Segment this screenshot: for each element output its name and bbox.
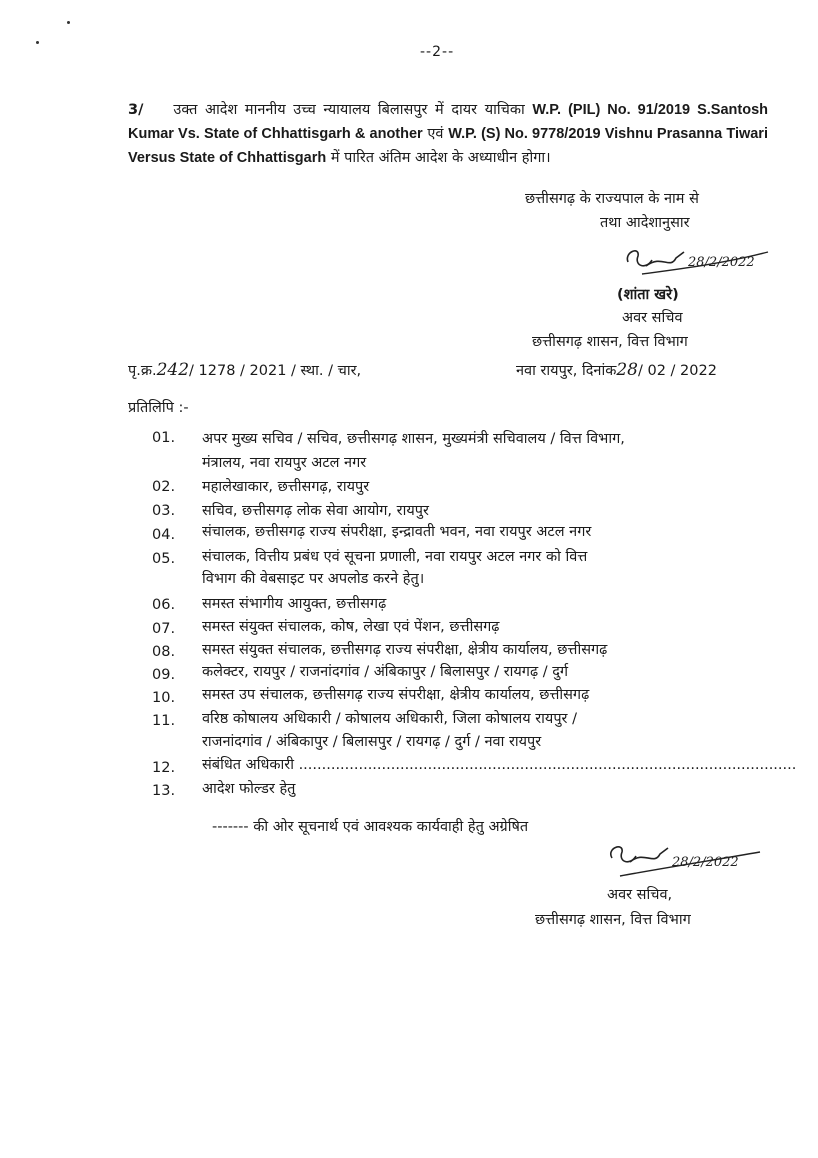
signature-scribble (622, 240, 772, 280)
list-item: महालेखाकार, छत्तीसगढ़, रायपुर (202, 479, 370, 495)
signatory-name: (शांता खरे) (617, 287, 679, 303)
list-item-number: 09. (152, 667, 176, 683)
list-item: समस्त उप संचालक, छत्तीसगढ़ राज्य संपरीक्षा, क्षेत्रीय कार्यालय, छत्तीसगढ़ (202, 687, 590, 703)
list-item: संचालक, वित्तीय प्रबंध एवं सूचना प्रणाली, नवा रायपुर अटल नगर को वित्त (202, 549, 588, 565)
list-item: वरिष्ठ कोषालय अधिकारी / कोषालय अधिकारी, जिला कोषालय रायपुर / (202, 711, 577, 727)
list-item: अपर मुख्य सचिव / सचिव, छत्तीसगढ़ शासन, मुख्यमंत्री सचिवालय / वित्त विभाग, (202, 431, 625, 447)
scan-speck (67, 21, 70, 24)
paragraph-3: 3/ उक्त आदेश माननीय उच्च न्यायालय बिलासपुर में दायर याचिका W.P. (PIL) No. 91/2019 S.Santosh Kumar Vs. State of Chhattisgarh & another एवं W.P. (S) No. 9778/2019 Vishnu Prasanna Tiwari Versus State of Chhattisgarh में पारित अंतिम आदेश के अध्याधीन होगा। (128, 102, 769, 166)
list-item: सचिव, छत्तीसगढ़ लोक सेवा आयोग, रायपुर (202, 503, 429, 519)
list-item-number: 02. (152, 479, 176, 495)
footer-department: छत्तीसगढ़ शासन, वित्त विभाग (535, 912, 691, 928)
list-item-number: 12. (152, 760, 176, 776)
reference-number: पृ.क्र.242/ 1278 / 2021 / स्था. / चार, (128, 360, 362, 380)
list-item-number: 07. (152, 621, 176, 637)
handwritten-number: 242 (156, 360, 190, 380)
order-line: तथा आदेशानुसार (600, 215, 690, 231)
copy-label: प्रतिलिपि :- (128, 400, 189, 416)
list-item-number: 01. (152, 430, 176, 446)
forwarding-line: ------- की ओर सूचनार्थ एवं आवश्यक कार्यवाही हेतु अग्रेषित (212, 819, 529, 835)
list-item: कलेक्टर, रायपुर / राजनांदगांव / अंबिकापुर / बिलासपुर / रायगढ़ / दुर्ग (202, 664, 569, 680)
governor-order-line: छत्तीसगढ़ के राज्यपाल के नाम से (525, 191, 699, 207)
list-item: आदेश फोल्डर हेतु (202, 781, 296, 797)
list-item-number: 13. (152, 783, 176, 799)
list-item-number: 08. (152, 644, 176, 660)
handwritten-day: 28 (616, 360, 638, 380)
list-item: समस्त संभागीय आयुक्त, छत्तीसगढ़ (202, 596, 387, 612)
list-item: संबंधित अधिकारी ............................................................................................................ (202, 757, 797, 773)
list-item-continued: मंत्रालय, नवा रायपुर अटल नगर (202, 455, 367, 471)
list-item-number: 04. (152, 527, 176, 543)
footer-signature-date: 28/2/2022 (672, 855, 739, 870)
list-item-number: 10. (152, 690, 176, 706)
list-item-continued: विभाग की वेबसाइट पर अपलोड करने हेतु। (202, 571, 425, 587)
list-item: संचालक, छत्तीसगढ़ राज्य संपरीक्षा, इन्द्रावती भवन, नवा रायपुर अटल नगर (202, 524, 592, 540)
list-item-continued: राजनांदगांव / अंबिकापुर / बिलासपुर / रायगढ़ / दुर्ग / नवा रायपुर (202, 734, 542, 750)
signatory-designation: अवर सचिव (622, 310, 683, 326)
footer-signature-scribble (604, 838, 764, 882)
list-item: समस्त संयुक्त संचालक, छत्तीसगढ़ राज्य संपरीक्षा, क्षेत्रीय कार्यालय, छत्तीसगढ़ (202, 642, 608, 658)
footer-designation: अवर सचिव, (607, 887, 673, 903)
place-date: नवा रायपुर, दिनांक28/ 02 / 2022 (516, 360, 717, 380)
list-item-number: 06. (152, 597, 176, 613)
signature-date: 28/2/2022 (688, 255, 755, 270)
list-item: समस्त संयुक्त संचालक, कोष, लेखा एवं पेंशन, छत्तीसगढ़ (202, 619, 500, 635)
page-number: --2-- (420, 44, 455, 60)
list-item-number: 03. (152, 503, 176, 519)
list-item-number: 11. (152, 713, 176, 729)
scan-speck (36, 41, 39, 44)
signatory-department: छत्तीसगढ़ शासन, वित्त विभाग (532, 334, 688, 350)
list-item-number: 05. (152, 551, 176, 567)
paragraph-number: 3/ (128, 102, 144, 118)
